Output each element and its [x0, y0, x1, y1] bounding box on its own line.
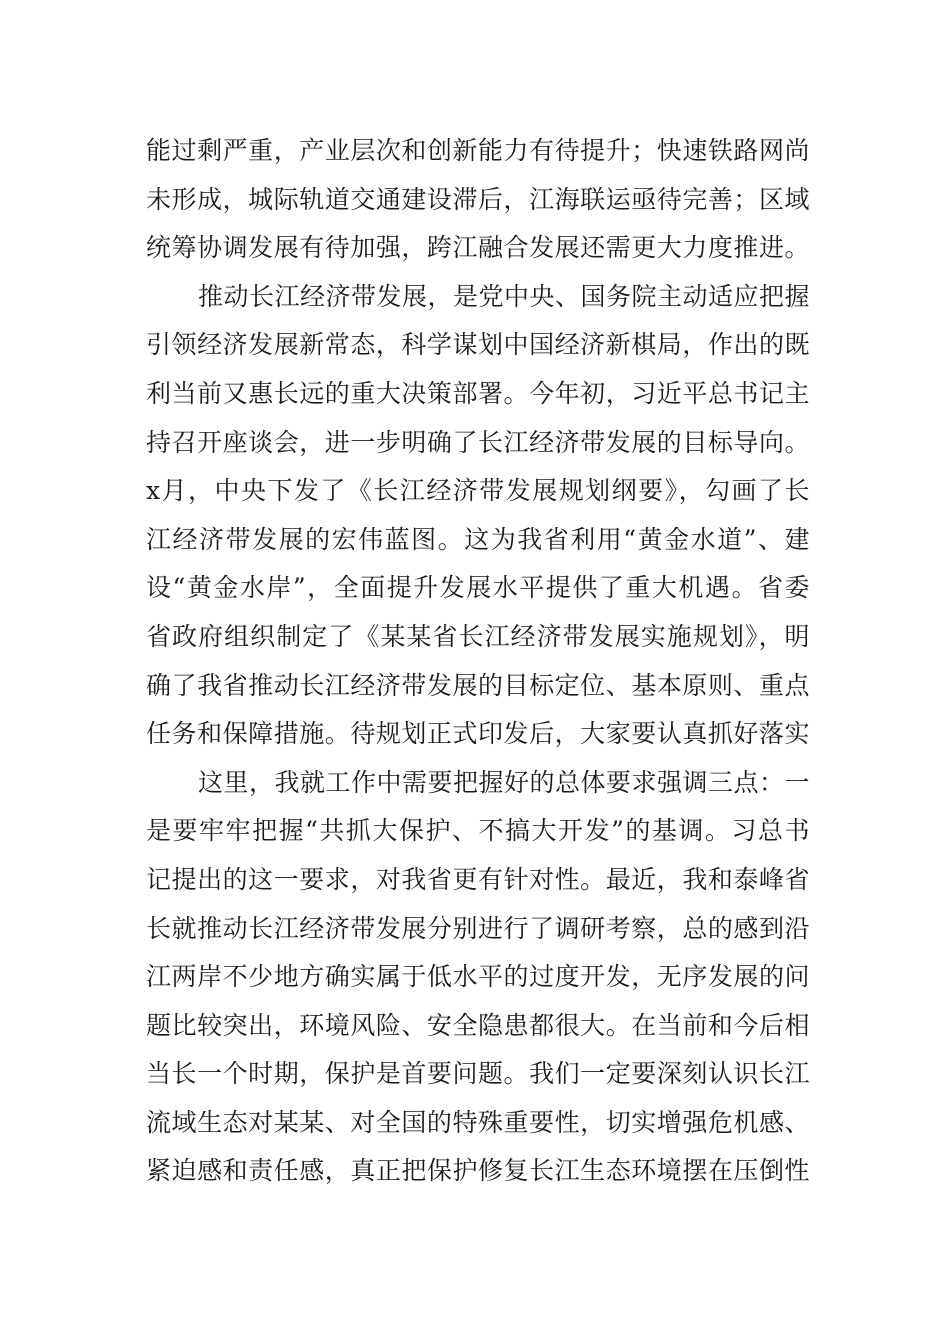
text-line: 统筹协调发展有待加强，跨江融合发展还需更大力度推进。 — [146, 233, 810, 263]
text-line: 是要牢牢把握“共抓大保护、不搞大开发”的基调。习总书 — [146, 816, 810, 846]
body-text — [146, 127, 810, 1196]
text-line: 持召开座谈会，进一步明确了长江经济带发展的目标导向。 — [146, 427, 810, 457]
text-line: 任务和保障措施。待规划正式印发后，大家要认真抓好落实 — [146, 719, 810, 749]
text-line: 设“黄金水岸”，全面提升发展水平提供了重大机遇。省委 — [146, 573, 810, 603]
text-line: 题比较突出，环境风险、安全隐患都很大。在当前和今后相 — [146, 1010, 810, 1040]
text-line: 江经济带发展的宏伟蓝图。这为我省利用“黄金水道”、建 — [146, 524, 810, 554]
text-line: 江两岸不少地方确实属于低水平的过度开发，无序发展的问 — [146, 962, 810, 992]
text-line: 利当前又惠长远的重大决策部署。今年初，习近平总书记主 — [146, 378, 810, 408]
text-line: 记提出的这一要求，对我省更有针对性。最近，我和泰峰省 — [146, 864, 810, 894]
text-line: x月，中央下发了《长江经济带发展规划纲要》，勾画了长 — [146, 476, 810, 506]
text-line: 引领经济发展新常态，科学谋划中国经济新棋局，作出的既 — [146, 330, 810, 360]
text-line: 长就推动长江经济带发展分别进行了调研考察，总的感到沿 — [146, 913, 810, 943]
text-line: 这里，我就工作中需要把握好的总体要求强调三点：一 — [198, 767, 811, 797]
text-line: 确了我省推动长江经济带发展的目标定位、基本原则、重点 — [146, 670, 810, 700]
text-line: 能过剩严重，产业层次和创新能力有待提升；快速铁路网尚 — [146, 136, 810, 165]
text-line: 省政府组织制定了《某某省长江经济带发展实施规划》，明 — [146, 621, 810, 651]
text-line: 紧迫感和责任感，真正把保护修复长江生态环境摆在压倒性 — [146, 1156, 810, 1186]
text-line: 流域生态对某某、对全国的特殊重要性，切实增强危机感、 — [146, 1107, 810, 1137]
text-line: 未形成，城际轨道交通建设滞后，江海联运亟待完善；区域 — [146, 184, 810, 214]
text-line: 推动长江经济带发展，是党中央、国务院主动适应把握 — [198, 281, 811, 311]
text-line: 当长一个时期，保护是首要问题。我们一定要深刻认识长江 — [146, 1059, 810, 1089]
